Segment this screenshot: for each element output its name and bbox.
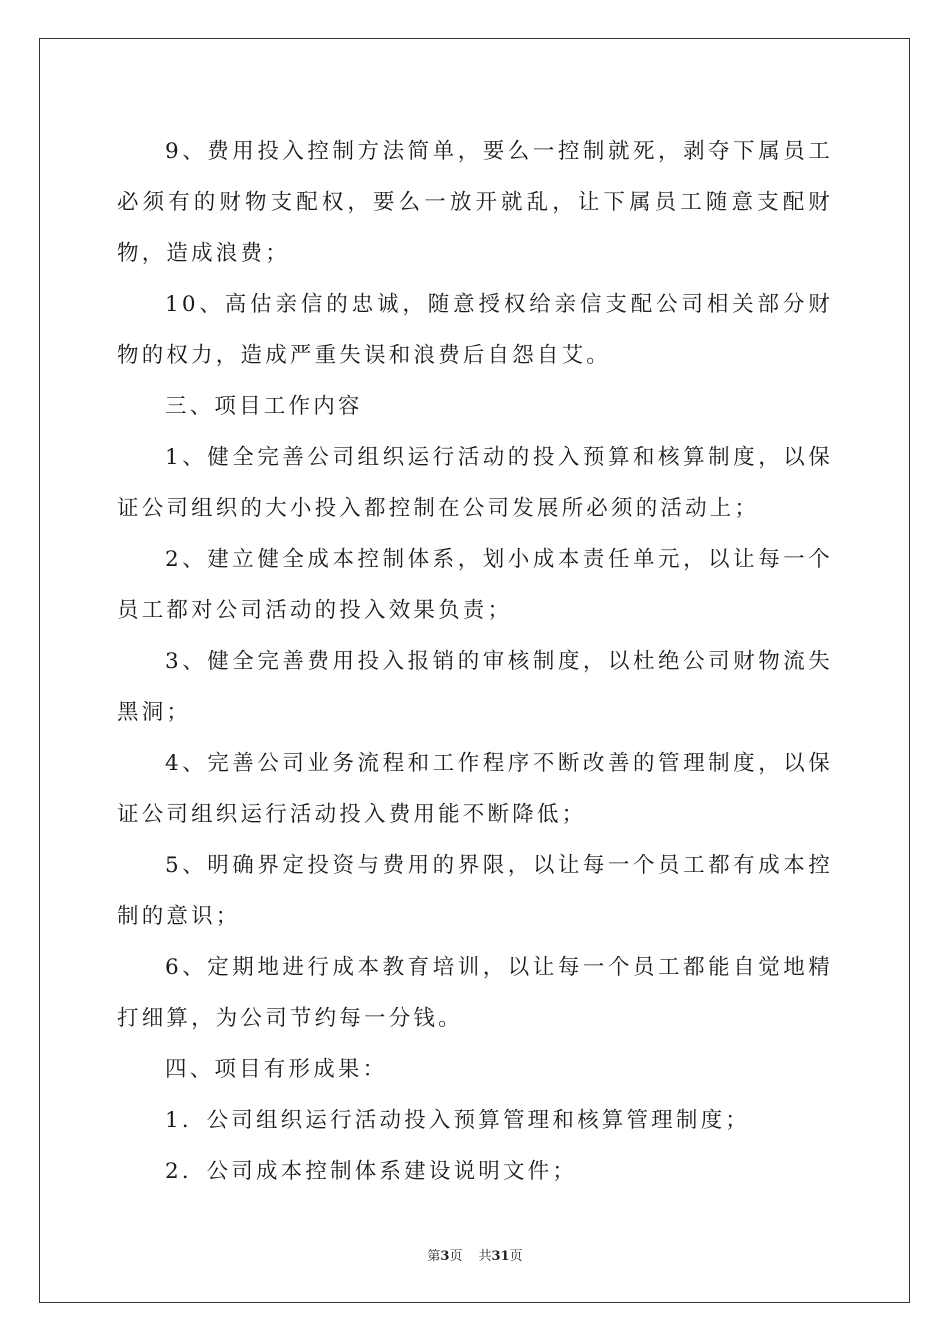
page-footer xyxy=(0,1245,950,1264)
total-suffix: 页 xyxy=(509,1249,523,1264)
section-heading-3: 三、项目工作内容 xyxy=(165,394,363,419)
paragraph-task-4: 4、完善公司业务流程和工作程序不断改善的管理制度，以保证公司组织运行活动投入费用能不断降低； xyxy=(117,751,833,827)
paragraph-task-6: 6、定期地进行成本教育培训，以让每一个员工都能自觉地精打细算，为公司节约每一分钱。 xyxy=(117,955,833,1031)
paragraph-task-5: 5、明确界定投资与费用的界限，以让每一个员工都有成本控制的意识； xyxy=(117,853,833,929)
paragraph-task-3: 3、健全完善费用投入报销的审核制度，以杜绝公司财物流失黑洞； xyxy=(117,649,833,725)
paragraph-result-1: 1．公司组织运行活动投入预算管理和核算管理制度； xyxy=(165,1108,750,1133)
paragraph-task-2: 2、建立健全成本控制体系，划小成本责任单元，以让每一个员工都对公司活动的投入效果负责； xyxy=(117,547,833,623)
section-heading-4: 四、项目有形成果： xyxy=(165,1057,388,1082)
total-prefix: 共 xyxy=(478,1249,492,1264)
document-body xyxy=(117,126,833,1197)
paragraph-task-1: 1、健全完善公司组织运行活动的投入预算和核算制度，以保证公司组织的大小投入都控制在公司发展所必须的活动上； xyxy=(117,445,833,521)
paragraph-item-9: 9、费用投入控制方法简单，要么一控制就死，剥夺下属员工必须有的财物支配权，要么一放开就乱，让下属员工随意支配财物，造成浪费； xyxy=(117,139,833,266)
page-number: 3 xyxy=(440,1249,450,1264)
page-prefix: 第 xyxy=(427,1249,441,1264)
total-pages: 31 xyxy=(491,1249,510,1264)
paragraph-item-10: 10、高估亲信的忠诚，随意授权给亲信支配公司相关部分财物的权力，造成严重失误和浪费后自怨自艾。 xyxy=(117,292,833,368)
paragraph-result-2: 2．公司成本控制体系建设说明文件； xyxy=(165,1159,578,1184)
page-suffix: 页 xyxy=(449,1249,463,1264)
